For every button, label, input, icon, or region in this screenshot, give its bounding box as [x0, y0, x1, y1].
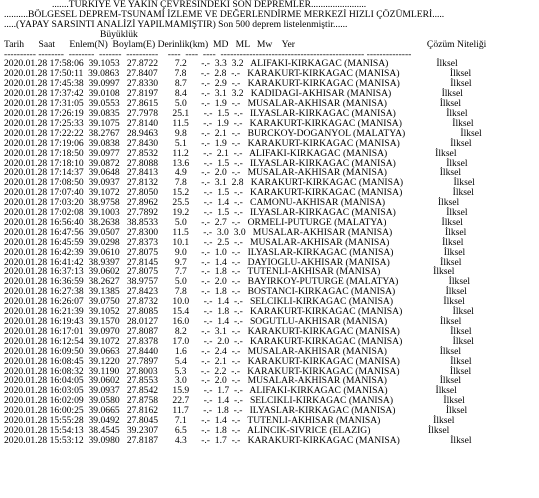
list-row: 2020.01.28 15:53:12 39.0980 27.8187 4.3 -.- 1.7 -.- KARAKURT-KIRKAGAC (MANISA) İlksel [4, 434, 472, 446]
list-row: 2020.01.28 16:45:59 39.0298 27.8373 10.1 -.- 2.5 -.- MUSALAR-AKHISAR (MANISA) İlksel [4, 236, 464, 248]
header-separator: ---------- -------- -------- ------- ---------- ---- ---- ---- --------------------------------------------- -------------- [4, 48, 412, 60]
list-row: 2020.01.28 16:08:32 39.1190 27.8003 5.3 -.- 2.2 -.- KARAKURT-KIRKAGAC (MANISA) İlksel [4, 365, 472, 377]
list-row: 2020.01.28 17:25:33 39.1075 27.8140 11.5 -.- 1.9 -.- KARAKURT-KIRKAGAC (MANISA) İlksel [4, 117, 474, 129]
list-row: 2020.01.28 17:18:50 39.0977 27.8532 11.2 -.- 2.1 -.- ALIFAKI-KIRKAGAC (MANISA) İlksel [4, 147, 457, 159]
list-note: .....(YAPAY SARSINTI ANALİZİ YAPILMAMIŞTIR) Son 500 deprem listelenmiştir...... [4, 18, 348, 30]
list-row: 2020.01.28 16:47:56 39.0507 27.8300 11.5 -.- 3.0 3.0 MUSALAR-AKHISAR (MANISA) İlksel [4, 226, 467, 238]
list-row: 2020.01.28 17:07:40 39.1072 27.8050 15.2 -.- 1.5 -.- KARAKURT-KIRKAGAC (MANISA) İlksel [4, 187, 474, 199]
list-row: 2020.01.28 15:54:13 38.4545 39.2307 6.5 -.- 1.8 -.- ALINCIK-SIVRICE (ELAZIG) İlksel [4, 424, 450, 436]
list-row: 2020.01.28 17:14:37 39.0648 27.8413 4.9 -.- 2.0 -.- MUSALAR-AKHISAR (MANISA) İlksel [4, 167, 462, 179]
list-row: 2020.01.28 16:09:50 39.0663 27.8440 1.6 -.- 2.4 -.- MUSALAR-AKHISAR (MANISA) İlksel [4, 345, 462, 357]
list-row: 2020.01.28 16:17:01 39.0970 27.8087 8.2 -.- 3.1 -.- KARAKURT-KIRKAGAC (MANISA) İlksel [4, 325, 472, 337]
list-row: 2020.01.28 16:03:05 39.0937 27.8542 15.9 -.- 1.7 -.- ALIFAKI-KIRKAGAC (MANISA) İlksel [4, 385, 457, 397]
list-row: 2020.01.28 17:37:42 39.0108 27.8197 8.4 -.- 3.1 3.2 KADIDAGI-AKHISAR (MANISA) İlksel [4, 88, 463, 100]
list-row: 2020.01.28 16:41:42 38.9397 27.8145 9.7 -.- 1.4 -.- DAYIOGLU-AKHISAR (MANISA) İlksel [4, 256, 462, 268]
list-row: 2020.01.28 17:58:06 39.1053 27.8722 7.2 -.- 3.3 3.2 ALIFAKI-KIRKAGAC (MANISA) İlksel [4, 58, 458, 70]
list-row: 2020.01.28 16:12:54 39.1072 27.8378 17.0 -.- 2.0 -.- KARAKURT-KIRKAGAC (MANISA) İlksel [4, 335, 474, 347]
page-title: .......TÜRKİYE VE YAKIN ÇEVRESİNDEKİ SON DEPREMLER....................... [4, 0, 367, 10]
list-row: 2020.01.28 17:18:10 39.0872 27.8088 13.6 -.- 1.5 -.- ILYASLAR-KIRKAGAC (MANISA) İlksel [4, 157, 468, 169]
list-row: 2020.01.28 17:19:06 39.0838 27.8430 5.1 -.- 1.9 -.- KARAKURT-KIRKAGAC (MANISA) İlksel [4, 137, 472, 149]
list-row: 2020.01.28 16:26:07 39.0750 27.8732 10.0 -.- 1.4 -.- SELCIKLI-KIRKAGAC (MANISA) İlksel [4, 296, 465, 308]
agency-heading: ..........BÖLGESEL DEPREM-TSUNAMİ İZLEME VE DEĞERLENDİRME MERKEZİ HIZLI ÇÖZÜMLERİ..... [4, 8, 445, 20]
list-row: 2020.01.28 17:02:08 39.1003 27.7892 19.2 -.- 1.5 -.- ILYASLAR-KIRKAGAC (MANISA) İlksel [4, 207, 468, 219]
list-row: 2020.01.28 16:08:45 39.1220 27.7897 5.4 -.- 2.1 -.- KARAKURT-KIRKAGAC (MANISA) İlksel [4, 355, 472, 367]
list-row: 2020.01.28 17:45:38 39.0997 27.8330 8.7 -.- 2.9 -.- KARAKURT-KIRKAGAC (MANISA) İlksel [4, 78, 472, 90]
list-row: 2020.01.28 16:37:13 39.0602 27.8075 7.7 -.- 1.8 -.- TUTENLI-AKHISAR (MANISA) İlksel [4, 266, 455, 278]
column-headers: Tarih Saat Enlem(N) Boylam(E) Derinlik(km) MD ML Mw Yer Çözüm Niteliği [4, 38, 487, 50]
list-row: 2020.01.28 17:22:22 38.2767 28.9463 9.8 -.- 2.1 -.- BURCKOY-DOGANYOL (MALATYA) İlksel [4, 127, 482, 139]
list-row: 2020.01.28 16:04:05 39.0602 27.8553 3.0 -.- 2.0 -.- MUSALAR-AKHISAR (MANISA) İlksel [4, 375, 462, 387]
list-row: 2020.01.28 16:36:59 38.2627 38.9757 5.0 -.- 2.0 -.- BAYIRKOY-PUTURGE (MALATYA) İlksel [4, 276, 470, 288]
list-row: 2020.01.28 16:00:25 39.0665 27.8162 11.7 -.- 1.8 -.- ILYASLAR-KIRKAGAC (MANISA) İlksel [4, 405, 468, 417]
list-row: 2020.01.28 17:08:50 39.0937 27.8132 7.8 -.- 3.1 2.8 KARAKURT-KIRKAGAC (MANISA) İlksel [4, 177, 475, 189]
list-row: 2020.01.28 17:50:11 39.0863 27.8407 7.8 -.- 2.8 -.- KARAKURT-KIRKAGAC (MANISA) İlksel [4, 68, 472, 80]
list-row: 2020.01.28 17:03:20 38.9758 27.8962 25.5 -.- 1.4 -.- CAMONU-AKHISAR (MANISA) İlksel [4, 197, 460, 209]
list-row: 2020.01.28 16:02:09 39.0580 27.8758 22.7 -.- 1.4 -.- SELCIKLI-KIRKAGAC (MANISA) İlksel [4, 395, 465, 407]
list-row: 2020.01.28 16:56:40 38.2638 38.8533 5.0 -.- 2.7 -.- ORMELI-PUTURGE (MALATYA) İlksel [4, 216, 463, 228]
magnitude-group-header: Büyüklük [4, 28, 138, 40]
list-row: 2020.01.28 16:42:39 39.0610 27.8075 9.0 -.- 1.0 -.- ILYASLAR-KIRKAGAC (MANISA) İlksel [4, 246, 466, 258]
list-row: 2020.01.28 16:19:43 39.1570 28.0127 16.0 -.- 1.4 -.- SOGUTLU-AKHISAR (MANISA) İlksel [4, 316, 462, 327]
list-row: 2020.01.28 15:55:28 39.0492 27.8045 7.1 -.- 1.4 -.- TUTENLI-AKHISAR (MANISA) İlksel [4, 415, 455, 427]
list-row: 2020.01.28 17:31:05 39.0553 27.8615 5.0 -.- 1.9 -.- MUSALAR-AKHISAR (MANISA) İlksel [4, 98, 462, 110]
list-row: 2020.01.28 16:27:38 39.1385 27.8423 7.8 -.- 1.8 -.- BOSTANCI-KIRKAGAC (MANISA) İlksel [4, 286, 467, 298]
list-row: 2020.01.28 16:21:39 39.1052 27.8085 15.4 -.- 1.8 -.- KARAKURT-KIRKAGAC (MANISA) İlksel [4, 306, 474, 318]
list-row: 2020.01.28 17:26:19 39.0835 27.7978 25.1 -.- 1.5 -.- ILYASLAR-KIRKAGAC (MANISA) İlksel [4, 107, 468, 119]
